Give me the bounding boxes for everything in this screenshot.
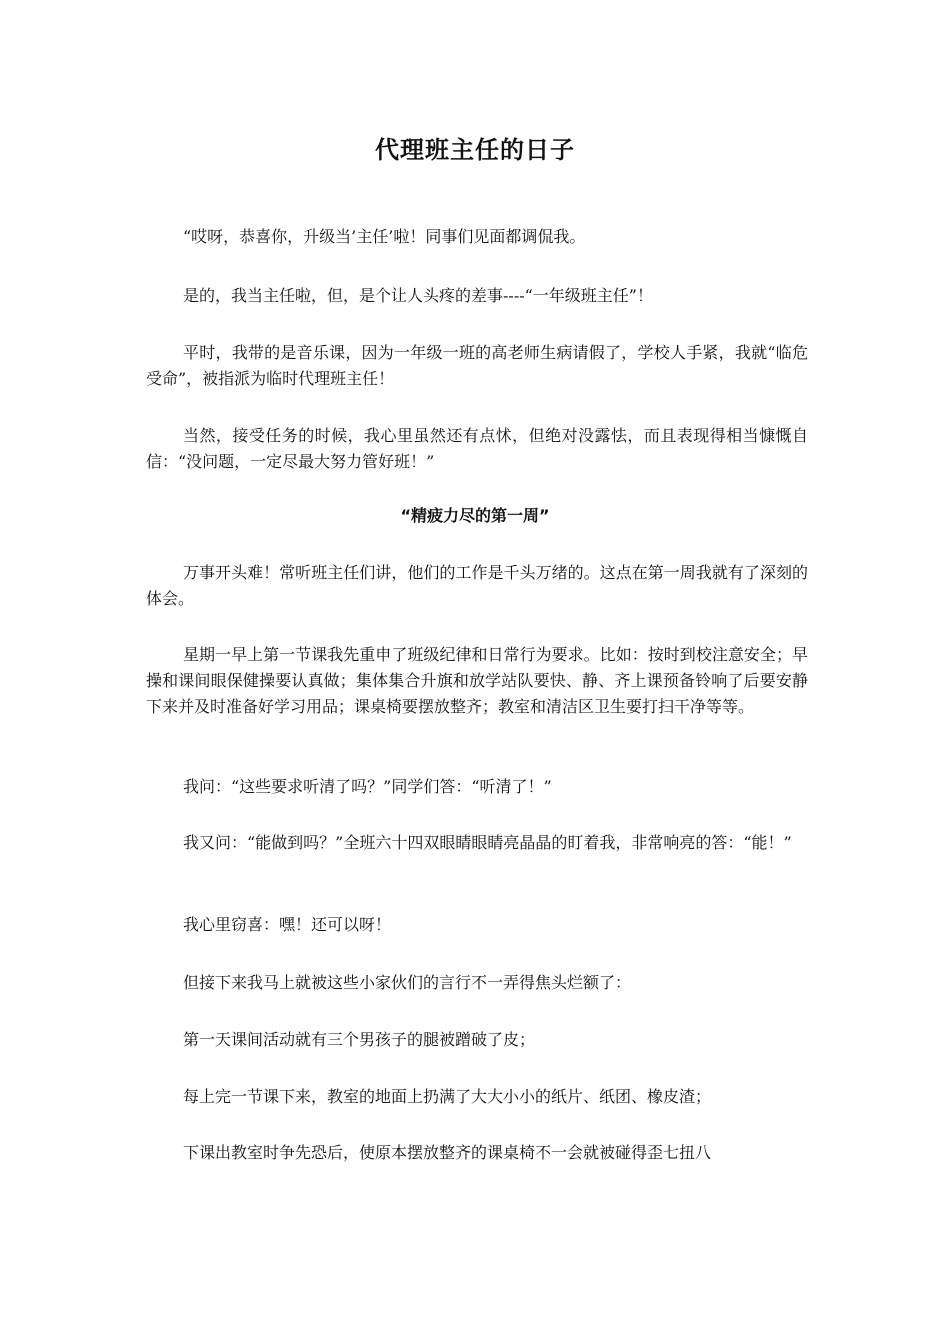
- paragraph: 我又问：“能做到吗？”全班六十四双眼睛眼睛亮晶晶的盯着我，非常响亮的答：“能！”: [183, 833, 792, 852]
- section-heading: “精疲力尽的第一周”: [400, 506, 550, 525]
- paragraph: 万事开头难！常听班主任们讲，他们的工作是千头万绪的。这点在第一周我就有了深刻的体会。: [146, 563, 808, 608]
- paragraph: 我心里窃喜：嘿！还可以呀！: [183, 915, 392, 934]
- paragraph: 但接下来我马上就被这些小家伙们的言行不一弄得焦头烂额了：: [183, 973, 632, 992]
- paragraph: 当然，接受任务的时候，我心里虽然还有点怵，但绝对没露怯，而且表现得相当慷慨自信：“没问题，一定尽最大努力管好班！”: [146, 426, 808, 471]
- paragraph: 平时，我带的是音乐课，因为一年级一班的高老师生病请假了，学校人手紧，我就“临危受命”，被指派为临时代理班主任！: [146, 343, 808, 388]
- paragraph: 是的，我当主任啦，但，是个让人头疼的差事----“一年级班主任”！: [183, 286, 653, 305]
- paragraph: 星期一早上第一节课我先重申了班级纪律和日常行为要求。比如：按时到校注意安全；早操和课间眼保健操要认真做；集体集合升旗和放学站队要快、静、齐上课预备铃响了后要安静下来并及时准备好学习用品；课桌椅要摆放整齐；教室和清洁区卫生要打扫干净等等。: [146, 645, 808, 716]
- paragraph: 每上完一节课下来，教室的地面上扔满了大大小小的纸片、纸团、橡皮渣；: [183, 1087, 712, 1106]
- document-title: 代理班主任的日子: [375, 136, 575, 164]
- paragraph: 下课出教室时争先恐后，使原本摆放整齐的课桌椅不一会就被碰得歪七扭八: [183, 1143, 712, 1162]
- paragraph: 第一天课间活动就有三个男孩子的腿被蹭破了皮；: [183, 1030, 536, 1049]
- paragraph: 我问：“这些要求听清了吗？”同学们答：“听清了！”: [183, 777, 552, 796]
- paragraph: “哎呀，恭喜你，升级当’主任’啦！同事们见面都调侃我。: [183, 227, 586, 246]
